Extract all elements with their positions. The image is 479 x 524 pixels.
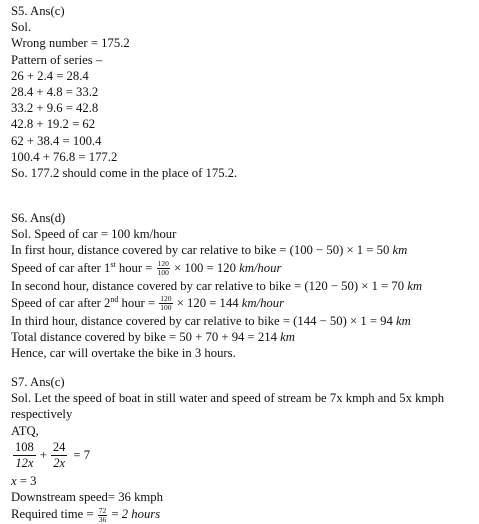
s6-third-hour-expr: (144 − 50) × 1 = 94: [293, 313, 393, 328]
s7-x-var: x: [11, 473, 17, 488]
s6-second-hour-expr: (120 − 50) × 1 = 70: [304, 278, 405, 293]
fraction-numerator: 24: [52, 440, 66, 455]
s6-speed2-post: hour =: [118, 295, 159, 310]
fraction-denominator: 2x: [53, 456, 66, 471]
s6-third-hour-text: In third hour, distance covered by car relative to bike =: [11, 313, 294, 328]
s6-third-hour-unit: km: [396, 313, 411, 328]
s6-first-hour-text: In first hour, distance covered by car relative to bike =: [11, 243, 290, 258]
s7-heading: S7. Ans(c): [11, 375, 65, 389]
s6-speed1-fraction: [157, 260, 170, 277]
fraction-denominator: 100: [160, 303, 172, 313]
fraction-numerator: 72: [98, 505, 107, 515]
s7-equation-rhs: = 7: [73, 448, 91, 463]
s6-car-speed: Sol. Speed of car = 100 km/hour: [11, 227, 177, 242]
solution-s6: [11, 210, 473, 361]
s7-plus-sign: +: [39, 448, 47, 463]
s7-intro: Sol. Let the speed of boat in still water and speed of stream be 7x kmph and 5x kmph respectively: [11, 391, 445, 422]
s7-fraction-second: [51, 440, 68, 471]
s6-speed2-unit: km/hour: [241, 295, 285, 310]
s6-speed1-unit: km/hour: [239, 260, 282, 275]
s6-speed1-expr: × 100 = 120: [170, 260, 236, 275]
s6-total-text: Total distance covered by bike =: [11, 330, 180, 345]
s6-second-hour-unit: km: [407, 278, 423, 293]
fraction-numerator: 108: [15, 440, 34, 455]
s6-first-hour-unit: km: [392, 243, 408, 258]
fraction-denominator: 100: [157, 268, 169, 278]
s6-speed1-post: hour =: [115, 260, 156, 275]
s6-speed2-sup: nd: [110, 294, 119, 304]
solution-s7: [11, 374, 473, 524]
s6-total-expr: 50 + 70 + 94 = 214: [179, 330, 277, 345]
s7-required-time: [11, 505, 473, 524]
fraction-denominator: 36: [98, 514, 107, 524]
s5-series-line: 33.2 + 9.6 = 42.8: [11, 101, 99, 116]
s7-x-rest: = 3: [16, 473, 37, 488]
s5-series-line: 42.8 + 19.2 = 62: [11, 117, 96, 132]
s6-third-hour: [11, 313, 473, 329]
s6-total-distance: [11, 329, 473, 345]
s6-speed1-sup: st: [110, 259, 116, 269]
s6-second-hour-text: In second hour, distance covered by car relative to bike =: [11, 278, 305, 293]
fraction-numerator: 120: [160, 294, 172, 304]
s5-series-line: 62 + 38.4 = 100.4: [11, 133, 102, 148]
s7-x-value: [11, 473, 473, 489]
s5-wrong-number: Wrong number = 175.2: [11, 36, 130, 51]
s6-speed-after-second: [11, 294, 473, 313]
s5-sol-label: Sol.: [11, 20, 32, 35]
solution-s5: [11, 3, 473, 181]
s6-speed2-fraction: [159, 295, 172, 312]
s7-downstream-speed: Downstream speed= 36 kmph: [11, 490, 163, 505]
s5-series-line: 100.4 + 76.8 = 177.2: [11, 149, 118, 164]
s6-speed2-pre: Speed of car after 2: [11, 295, 111, 310]
s6-first-hour-expr: (100 − 50) × 1 = 50: [289, 243, 390, 258]
s7-equation: [11, 439, 473, 473]
s6-second-hour: [11, 278, 473, 294]
s6-heading: S6. Ans(d): [11, 211, 66, 225]
fraction-numerator: 120: [157, 259, 169, 269]
s7-time-text: Required time =: [11, 507, 97, 522]
s5-series-line: 26 + 2.4 = 28.4: [11, 68, 89, 83]
s5-heading: S5. Ans(c): [11, 4, 65, 18]
s5-series-line: 28.4 + 4.8 = 33.2: [11, 85, 99, 100]
s6-speed-after-first: [11, 259, 473, 278]
fraction-denominator: 12x: [15, 456, 34, 471]
s7-time-fraction: [98, 507, 108, 524]
s6-first-hour: [11, 242, 473, 258]
s5-pattern-label: Pattern of series –: [11, 52, 103, 67]
s7-fraction-first: [13, 440, 36, 471]
s6-speed1-pre: Speed of car after 1: [11, 260, 111, 275]
s7-atq-label: ATQ,: [11, 423, 39, 438]
s6-speed2-expr: × 120 = 144: [173, 295, 239, 310]
s7-time-result: 2 hours: [121, 507, 161, 522]
s6-total-unit: km: [280, 330, 295, 345]
s5-conclusion: So. 177.2 should come in the place of 175.2.: [11, 166, 238, 181]
s6-conclusion: Hence, car will overtake the bike in 3 hours.: [11, 346, 236, 361]
s7-time-eq: =: [108, 507, 122, 522]
